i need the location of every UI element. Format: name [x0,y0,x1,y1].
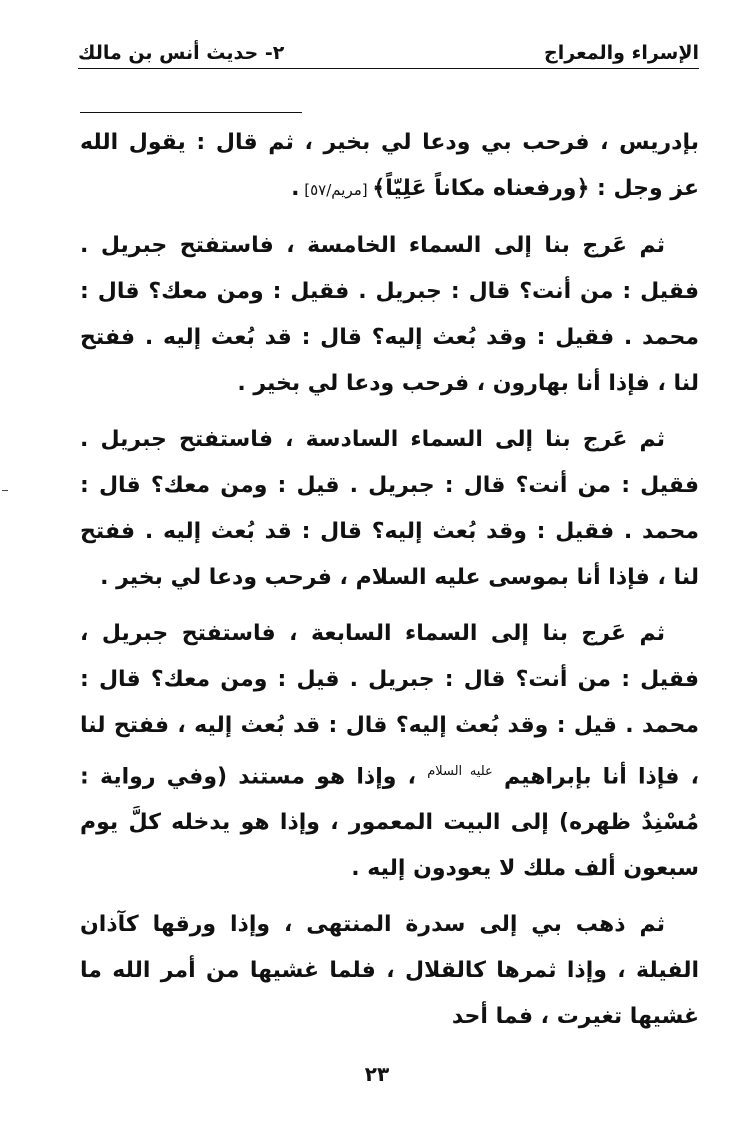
body-text [80,120,699,1048]
quran-quote: ﴿ورفعناه مكاناً عَلِيّاً﴾ [372,176,590,201]
paragraph-4 [80,611,699,892]
page-number: ٢٣ [364,1062,390,1086]
paragraph-1-text: بإدريس ، فرحب بي ودعا لي بخير ، ثم قال : يقول الله عز وجل : [80,130,699,201]
paragraph-3: ثم عَرج بنا إلى السماء السادسة ، فاستفتح جبريل . فقيل : من أنت؟ قال : جبريل . قيل : ومن معك؟ قال : محمد . فقيل : وقد بُعث إليه؟ قال : قد بُعث إليه . ففتح لنا ، فإذا أنا بموسى عليه السلام ، فرحب ودعا لي بخير . [80,427,699,590]
paragraph-1-end: . [291,176,300,201]
scan-mark [2,490,8,491]
paragraph-2: ثم عَرج بنا إلى السماء الخامسة ، فاستفتح جبريل . فقيل : من أنت؟ قال : جبريل . فقيل : ومن معك؟ قال : محمد . فقيل : وقد بُعث إليه؟ قال : قد بُعث إليه . ففتح لنا ، فإذا أنا بهارون ، فرحب ودعا لي بخير . [80,233,699,396]
paragraph-1 [80,120,699,213]
running-head-chapter-title: ٢- حديث أنس بن مالك [78,42,285,64]
continuation-rule [80,112,302,113]
paragraph-4-text: ثم عَرج بنا إلى السماء السابعة ، فاستفتح جبريل ، فقيل : من أنت؟ قال : جبريل . قيل : ومن معك؟ قال : محمد . قيل : وقد بُعث إليه؟ قال : قد بُعث إليه ، ففتح لنا ، فإذا أنا بإبراهيم [80,621,699,790]
running-head [78,30,699,68]
paragraph-5: ثم ذهب بي إلى سدرة المنتهى ، وإذا ورقها كآذان الفيلة ، وإذا ثمرها كالقلال ، فلما غشيها من أمر الله ما غشيها تغيرت ، فما أحد [80,912,699,1030]
quran-reference: [مريم/٥٧] [299,181,373,199]
header-divider [78,68,699,69]
salutation-glyph: عليه السلام [427,764,493,779]
running-head-book-title: الإسراء والمعراج [544,42,699,64]
paragraph-4-end: ، وإذا هو مستند (وفي رواية : مُسْنِدٌ ظهره) إلى البيت المعمور ، وإذا هو يدخله كلَّ يوم سبعون ألف ملك لا يعودون إليه . [80,764,699,882]
